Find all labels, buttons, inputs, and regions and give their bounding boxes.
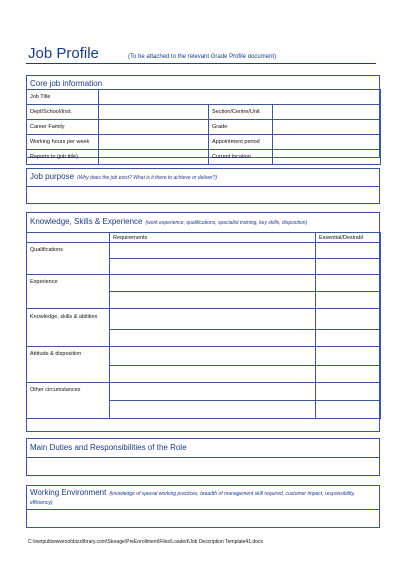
job-purpose-hint: (Why does the job exist? What is it there to achieve or deliver?) bbox=[77, 175, 218, 181]
col-requirements: Requirements bbox=[110, 233, 316, 243]
kse-header-blank bbox=[27, 233, 110, 243]
duties-section bbox=[26, 438, 380, 476]
section-field[interactable] bbox=[273, 105, 381, 120]
job-title-field[interactable] bbox=[99, 90, 381, 105]
field-label-dept: Dept/School/Inst. bbox=[27, 105, 99, 120]
requirement-cell[interactable] bbox=[110, 383, 316, 401]
requirement-cell[interactable] bbox=[110, 259, 316, 275]
grade-field[interactable] bbox=[273, 120, 381, 135]
kse-hint: (work experience, qualifications, specialist training, key skills, disposition) bbox=[145, 220, 308, 226]
group-label-attitude: Attitude & disposition bbox=[27, 347, 110, 383]
table-row bbox=[27, 120, 381, 135]
job-purpose-field[interactable] bbox=[27, 187, 379, 203]
requirement-cell[interactable] bbox=[110, 330, 316, 347]
table-row bbox=[27, 90, 381, 105]
essential-cell[interactable] bbox=[316, 366, 381, 383]
group-label-experience: Experience bbox=[27, 275, 110, 309]
essential-cell[interactable] bbox=[316, 275, 381, 292]
page-subtitle: (To be attached to the relevant Grade Profile document) bbox=[128, 54, 277, 60]
field-label-section: Section/Centre/Unit bbox=[209, 105, 273, 120]
table-row bbox=[27, 135, 381, 150]
kse-table bbox=[26, 232, 381, 419]
environment-field[interactable] bbox=[27, 510, 379, 527]
core-info-title: Core job information bbox=[30, 79, 103, 88]
field-label-grade: Grade bbox=[209, 120, 273, 135]
field-label-career-family: Career Family bbox=[27, 120, 99, 135]
requirement-cell[interactable] bbox=[110, 309, 316, 330]
core-info-table bbox=[26, 89, 381, 165]
job-purpose-section bbox=[26, 168, 380, 204]
essential-cell[interactable] bbox=[316, 347, 381, 366]
field-label-job-title: Job Title bbox=[27, 90, 99, 105]
table-row bbox=[27, 105, 381, 120]
job-purpose-title bbox=[30, 172, 217, 181]
page-title: Job Profile bbox=[28, 45, 99, 62]
duties-field[interactable] bbox=[27, 458, 379, 475]
table-row bbox=[27, 243, 381, 259]
col-essential: Essential/Desirabl bbox=[316, 233, 381, 243]
current-location-field[interactable] bbox=[273, 150, 381, 165]
requirement-cell[interactable] bbox=[110, 292, 316, 309]
environment-section bbox=[26, 485, 380, 528]
career-family-field[interactable] bbox=[99, 120, 209, 135]
field-label-reports-to: Reports to (job title) bbox=[27, 150, 99, 165]
appointment-period-field[interactable] bbox=[273, 135, 381, 150]
requirement-cell[interactable] bbox=[110, 275, 316, 292]
group-label-knowledge: Knowledge, skills & abilities bbox=[27, 309, 110, 347]
duties-title: Main Duties and Responsibilities of the Role bbox=[30, 443, 187, 452]
environment-hint: (knowledge of special working practices, breadth of management skill required, customer impact, responsibility, efficiency) bbox=[30, 491, 355, 506]
essential-cell[interactable] bbox=[316, 309, 381, 330]
title-divider bbox=[26, 63, 376, 64]
dept-field[interactable] bbox=[99, 105, 209, 120]
table-row bbox=[27, 347, 381, 366]
group-label-qualifications: Qualifications bbox=[27, 243, 110, 275]
job-purpose-heading: Job purpose bbox=[30, 172, 75, 181]
working-hours-field[interactable] bbox=[99, 135, 209, 150]
kse-title bbox=[30, 217, 307, 226]
group-label-other: Other circumstances bbox=[27, 383, 110, 419]
essential-cell[interactable] bbox=[316, 383, 381, 401]
field-label-current-location: Current location bbox=[209, 150, 273, 165]
table-row bbox=[27, 233, 381, 243]
table-row bbox=[27, 150, 381, 165]
essential-cell[interactable] bbox=[316, 292, 381, 309]
requirement-cell[interactable] bbox=[110, 401, 316, 419]
environment-heading: Working Environment bbox=[30, 488, 107, 497]
reports-to-field[interactable] bbox=[99, 150, 209, 165]
table-row bbox=[27, 275, 381, 292]
table-row bbox=[27, 309, 381, 330]
requirement-cell[interactable] bbox=[110, 243, 316, 259]
table-row bbox=[27, 383, 381, 401]
requirement-cell[interactable] bbox=[110, 347, 316, 366]
essential-cell[interactable] bbox=[316, 259, 381, 275]
kse-heading: Knowledge, Skills & Experience bbox=[30, 217, 143, 226]
file-path: C:\inetpub\wwwroot\bizzlibrary.com\Storage\PreEnrollment\Files\Loaded\Job Description Template41.docx bbox=[28, 539, 263, 545]
essential-cell[interactable] bbox=[316, 401, 381, 419]
field-label-appointment-period: Appointment period bbox=[209, 135, 273, 150]
requirement-cell[interactable] bbox=[110, 366, 316, 383]
essential-cell[interactable] bbox=[316, 243, 381, 259]
field-label-working-hours: Working hours per week bbox=[27, 135, 99, 150]
environment-title bbox=[30, 489, 375, 507]
essential-cell[interactable] bbox=[316, 330, 381, 347]
